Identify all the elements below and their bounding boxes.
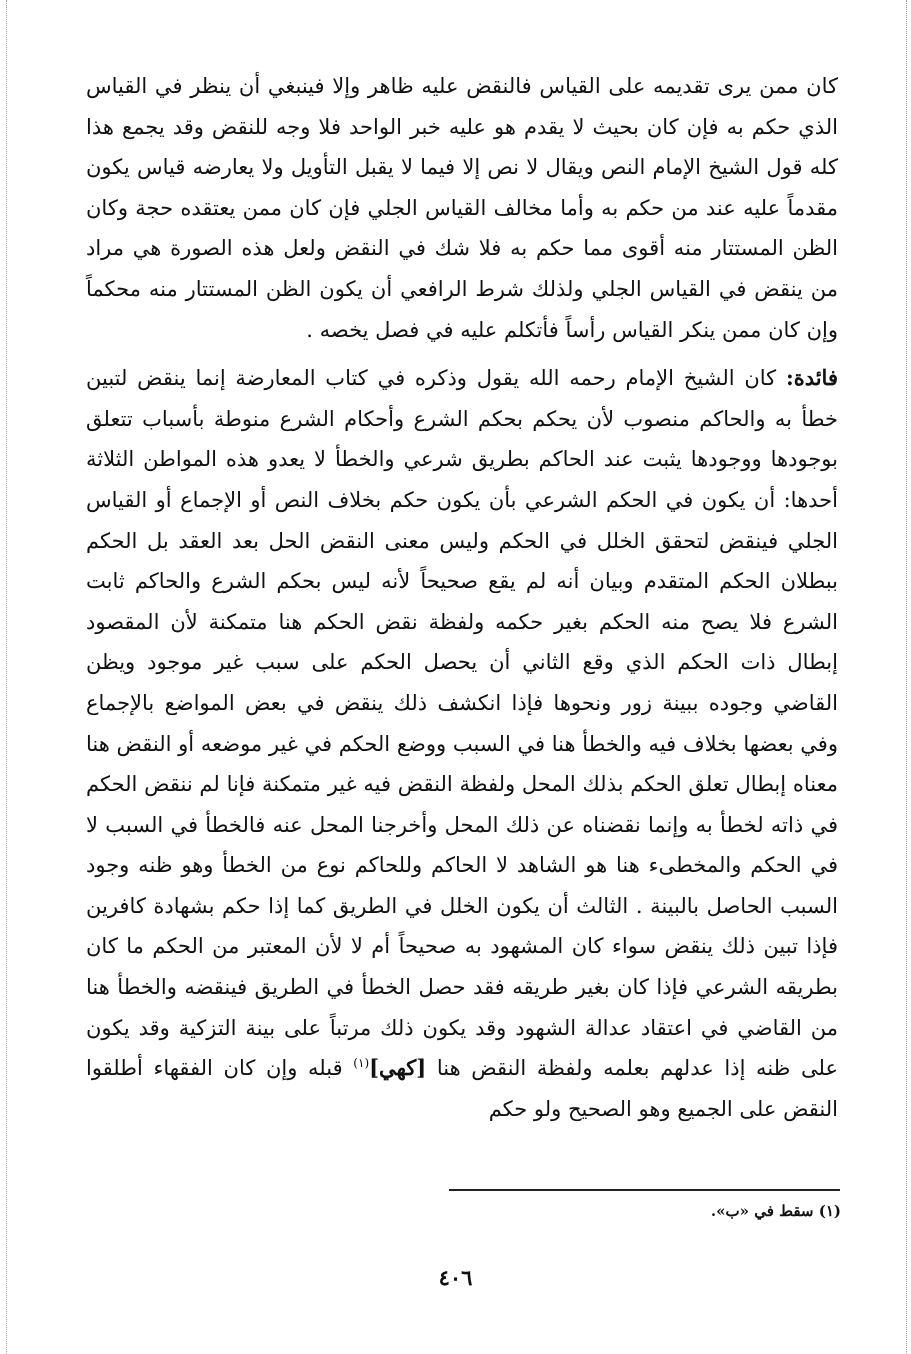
paragraph-2	[86, 358, 838, 1129]
footnote-reference: (١)	[353, 1056, 370, 1071]
scan-margin-right	[906, 0, 907, 1354]
paragraph-2-text: كان الشيخ الإمام رحمه الله يقول وذكره في كتاب المعارضة إنما ينقض لتبين خطأ به والحاكم منصوب لأن يحكم بحكم الشرع وأحكام الشرع منوطة بأسباب تتعلق بوجودها ووجودها يثبت عند الحاكم بطريق شرعي والخطأ لا يعدو هذه المواطن الثلاثة أحدها: أن يكون في الحكم الشرعي بأن يكون حكم بخلاف النص أو الإجماع أو القياس الجلي فينقض لتحقق الخلل في الحكم وليس معنى النقض الحل بعد العقد بل الحكم ببطلان الحكم المتقدم وبيان أنه لم يقع صحيحاً لأنه ليس بحكم الشرع والحاكم ثابت الشرع فلا يصح منه الحكم بغير حكمه ولفظة نقض الحكم هنا متمكنة لأن المقصود إبطال ذات الحكم الذي وقع الثاني أن يحصل الحكم على سبب غير موجود ويظن القاضي وجوده ببينة زور ونحوها فإذا انكشف ذلك ينقض في بعض المواضع بالإجماع وفي بعضها بخلاف فيه والخطأ هنا في السبب ووضع الحكم في غير موضعه أو النقض هنا معناه إبطال تعلق الحكم بذلك المحل ولفظة النقض فيه غير متمكنة فإنا لم ننقض الحكم في ذاته لخطأ به وإنما نقضناه عن ذلك المحل وأخرجنا المحل عنه فالخطأ في السبب لا في الحكم والمخطىء هنا هو الشاهد لا الحاكم وللحاكم نوع من الخطأ وهو ظنه وجود السبب الحاصل بالبينة . الثالث أن يكون الخلل في الطريق كما إذا حكم بشهادة كافرين فإذا تبين ذلك ينقض سواء كان المشهود به صحيحاً أم لا لأن المعتبر من الحكم ما كان بطريقه الشرعي فإذا كان بغير طريقه فقد حصل الخطأ في الطريق فينقضه والخطأ هنا من القاضي في اعتقاد عدالة الشهود وقد يكون ذلك مرتباً على بينة التزكية وقد يكون على ظنه إذا عدلهم بعلمه ولفظة النقض هنا	[86, 366, 838, 1081]
main-text-block	[86, 66, 838, 1129]
page-number: ٤٠٦	[438, 1265, 473, 1290]
scan-margin-left	[6, 0, 7, 1354]
paragraph-1: كان ممن يرى تقديمه على القياس فالنقض عليه ظاهر وإلا فينبغي أن ينظر في القياس الذي حكم به فإن كان بحيث لا يقدم هو عليه خبر الواحد فلا وجه للنقض وقد يجمع هذا كله قول الشيخ الإمام النص ويقال لا نص إلا فيما لا يقبل التأويل ولا يعارضه قياس يكون مقدماً عليه عند من حكم به وأما مخالف القياس الجلي فإن كان ممن يعتقده حجة وكان الظن المستتار منه أقوى مما حكم به فلا شك في النقض ولعل هذه الصورة هي مراد من ينقض في القياس الجلي ولذلك شرط الرافعي أن يكون الظن المستتار منه محكماً وإن كان ممن ينكر القياس رأساً فأتكلم عليه في فصل يخصه .	[86, 74, 838, 342]
footnote: (١) سقط في «ب».	[710, 1202, 841, 1220]
bracketed-insertion: [كهي]	[369, 1055, 427, 1081]
paragraph-2-heading: فائدة:	[785, 365, 838, 391]
footnote-divider	[449, 1189, 840, 1191]
paragraph-2-tail: قبله وإن كان الفقهاء أطلقوا النقض على الجميع وهو الصحيح ولو حكم	[86, 1056, 838, 1121]
